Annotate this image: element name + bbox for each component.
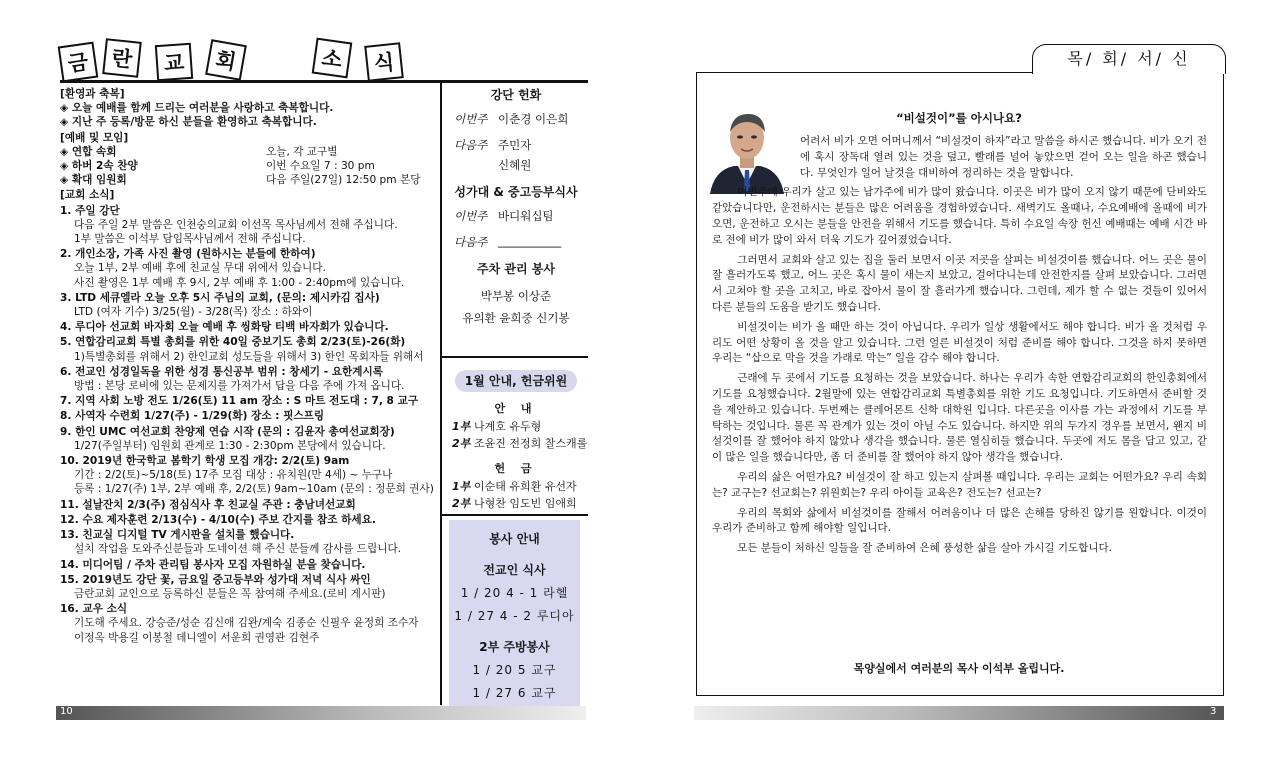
footer-bar xyxy=(56,706,586,720)
welcome-heading: [환영과 축복] xyxy=(60,88,125,100)
guide-row xyxy=(444,435,588,452)
news-item-heading: 11. 설날잔치 2/3(주) 점심식사 후 친교실 주관 : 충남녀선교회 xyxy=(60,498,356,511)
news-item-detail: 설치 작업을 도와주신분들과 도네이션 해 주신 분들께 감사를 드립니다. xyxy=(74,543,402,556)
letter-paragraph: 우리의 삶은 어떤가요? 비설것이 잘 하고 있는지 살펴볼 때입니다. 우리는 교회는 어떤가요? 우리 속회는? 교구는? 선교회는? 위원회는? 우리 아이들 교육은? 전도는? 선교는? xyxy=(712,470,1207,499)
service-label: 2부 xyxy=(452,497,471,510)
usher-block xyxy=(444,362,588,512)
footer-bar xyxy=(694,706,1224,720)
offering-row xyxy=(444,478,588,495)
service-title: 봉사 안내 xyxy=(489,532,540,546)
title-tile-5: 소 xyxy=(312,38,353,79)
news-item-heading: 4. 루디아 선교회 바자회 오늘 예배 후 씽화탕 티백 바자회가 있습니다. xyxy=(60,321,389,334)
parking-title: 주차 관리 봉사 xyxy=(477,262,555,276)
news-item xyxy=(60,558,438,572)
worship-row xyxy=(60,145,438,159)
choir-title: 성가대 & 중고등부식사 xyxy=(454,185,578,199)
news-item-heading: 13. 친교실 디지털 TV 게시판을 설치를 했습니다. xyxy=(60,529,295,542)
service-label: 1부 xyxy=(452,420,471,433)
news-item-detail: 방법 : 본당 로비에 있는 문제지를 가져가서 답을 다음 주에 가져 옵니다. xyxy=(74,380,405,393)
news-item-heading: 6. 전교인 성경일독을 위한 성경 통신공부 범위 : 창세기 - 요한계시록 xyxy=(60,365,383,378)
kitchen-line: 1 / 27 6 교구 xyxy=(472,686,557,700)
choir-row xyxy=(444,208,588,224)
letter-title: “비설것이”를 아시나요? xyxy=(896,111,1022,125)
altar-value: 신혜원 xyxy=(498,158,532,172)
letter-paragraph: 비설것이는 비가 올 때만 하는 것이 아닙니다. 우리가 일상 생활에서도 해야 합니다. 비가 올 것처럼 우리도 어떤 상황이 올 것을 알고 있습니다. 그런 얼른 비설것이 처럼 준비를 해야 합니다. 그것을 하지 못하면 우리는 “삽으로 막을 것을 가래로 막는” 일을 감수 해야 합니다. xyxy=(712,320,1207,365)
letter-paragraph: 이번주에 우리가 살고 있는 남가주에 비가 많이 왔습니다. 이곳은 비가 많이 오지 않기 때문에 단비와도 같았습니다만, 운전하시는 분들은 많은 어려움을 경험하였습니다. 새벽기도 올때나, 수요예배에 올때에 비가 오면, 운전하고 오시는 분들을 안전을 위해서 기도를 했습니다. 특히 수요일 속장 헌신 예배때는 예배 시간 바로 전에 비가 많이 와서 더욱 기도가 깊어졌었습니다. xyxy=(712,186,1207,246)
news-item-heading: 15. 2019년도 강단 꽃, 금요일 중고등부와 성가대 저녁 식사 싸인 xyxy=(60,573,371,586)
news-item xyxy=(60,513,438,527)
title-tile-6: 식 xyxy=(364,42,404,82)
news-item-heading: 3. LTD 세큐엘라 오늘 오후 5시 주님의 교회, (문의: 제시카김 집사) xyxy=(60,291,380,304)
altar-row xyxy=(444,111,588,127)
news-item-detail: 기간 : 2/2(토)~5/18(토) 17주 모집 대상 : 유치원(만 4세) ~ 누구나 xyxy=(74,469,393,482)
news-item-heading: 16. 교우 소식 xyxy=(60,603,128,616)
offering-row xyxy=(444,495,588,512)
letter-body xyxy=(712,134,1207,561)
news-item-heading: 1. 주일 강단 xyxy=(60,204,120,217)
news-item-heading: 2. 개인소장, 가족 사진 촬영 (원하시는 분들에 한하여) xyxy=(60,248,316,261)
parking-line: 박부봉 이상준 xyxy=(480,289,552,303)
church-news-list xyxy=(60,204,438,645)
news-item-detail: 기도해 주세요. 강승준/성순 김신애 김완/계숙 김종순 신필우 윤정희 조수자 xyxy=(74,617,419,630)
title-tile-2: 란 xyxy=(102,38,142,78)
choir-value: ___________ xyxy=(498,234,562,248)
parking-line: 유의환 윤희중 신기봉 xyxy=(462,311,570,325)
news-item xyxy=(60,365,438,393)
news-item xyxy=(60,291,438,319)
service-label: 2부 xyxy=(452,437,471,450)
guide-row xyxy=(444,418,588,435)
page-number: 10 xyxy=(60,706,73,717)
news-item-heading: 5. 연합감리교회 특별 총회를 위한 40일 중보기도 총회 2/23(토)-26(화) xyxy=(60,336,406,349)
column-divider xyxy=(440,83,442,705)
choir-value: 바디워십팀 xyxy=(498,209,554,223)
letter-paragraph: 우리의 목회와 삶에서 비설것이를 잘해서 어려움이나 더 많은 손해를 당하진 않기를 원합니다. 이것이 우리가 준비하고 함께 해야할 일입니다. xyxy=(712,506,1207,535)
welcome-line: ◈ 오늘 예배를 함께 드리는 여러분을 사랑하고 축복합니다. xyxy=(60,102,334,115)
worship-heading: [예배 및 모임] xyxy=(60,131,129,144)
side-divider xyxy=(442,514,588,516)
news-item xyxy=(60,573,438,601)
meal-title: 전교인 식사 xyxy=(483,563,546,577)
choir-label: 다음주 xyxy=(454,235,488,249)
kitchen-title: 2부 주방봉사 xyxy=(479,640,550,654)
meal-line: 1 / 20 4 - 1 라헬 xyxy=(460,586,569,600)
worship-name: ◈ 확대 임원회 xyxy=(60,174,127,187)
title-tile-3: 교 xyxy=(155,43,193,81)
altar-label xyxy=(444,157,498,173)
worship-row xyxy=(60,173,438,187)
letter-paragraph: 그러면서 교회와 살고 있는 집을 둘러 보면서 이곳 저곳을 살피는 비설것이를 했습니다. 어느 곳은 물이 잘 흘러가도록 했고, 어느 곳은 혹시 물이 새는지 보았고, 걸어다니는데 안전한지를 살펴 보았습니다. 그러면서 고쳐야 할 곳을 고치고, 바로 잡아서 물이 잘 흘러가게 했습니다. 그런데, 제가 할 수 없는 것들이 있어서 다른 분들의 도움을 받기도 했습니다. xyxy=(712,253,1207,313)
altar-row xyxy=(444,137,588,153)
news-item-heading: 14. 미디어팀 / 주차 관리팀 봉사자 모집 자원하실 분을 찾습니다. xyxy=(60,558,366,571)
service-box xyxy=(449,520,580,708)
usher-pill: 1월 안내, 헌금위원 xyxy=(455,370,577,392)
guide-title: 안 내 xyxy=(494,402,538,415)
side-divider xyxy=(442,356,588,358)
choir-label: 이번주 xyxy=(454,209,488,223)
kitchen-line: 1 / 20 5 교구 xyxy=(472,663,557,677)
worship-time: 이번 수요일 7 : 30 pm xyxy=(266,160,375,173)
news-item xyxy=(60,409,438,423)
pastor-letter-tab: 목/ 회/ 서/ 신 xyxy=(1032,44,1226,74)
news-item-heading: 7. 지역 사회 노방 전도 1/26(토) 11 am 장소 : S 마트 전도대 : 7, 8 교구 xyxy=(60,395,419,408)
guide-names: 조윤진 전정희 찰스캐롤 xyxy=(474,437,588,450)
offering-names: 나형찬 임도빈 임애희 xyxy=(474,497,577,510)
news-item xyxy=(60,394,438,408)
news-item-heading: 8. 사역자 수련회 1/27(주) - 1/29(화) 장소 : 핏스프링 xyxy=(60,410,325,423)
letter-intro: 어려서 비가 오면 어머니께서 “비설것이 하자”라고 말씀을 하시곤 했습니다. 비가 오기 전에 혹시 장독대 열려 있는 것을 덮고, 빨래를 널어 놓았으면 걷어 오는 일을 하곤 했습니다. 무엇인가 일어 날것을 대비하여 정리하는 것을 말합니다. xyxy=(800,135,1207,179)
worship-time: 오늘, 각 교구별 xyxy=(266,145,338,158)
news-item-detail: 오늘 1부, 2부 예배 후에 친교실 무대 위에서 있습니다. xyxy=(74,262,326,275)
news-item-detail: 등록 : 1/27(주) 1부, 2부 예배 후, 2/2(토) 9am~10am (문의 : 정문희 권사) xyxy=(74,483,434,496)
news-item xyxy=(60,320,438,334)
letter-signature: 목양실에서 여러분의 목사 이석부 올립니다. xyxy=(853,662,1065,675)
letter-paragraph: 근래에 두 곳에서 기도를 요청하는 것을 보았습니다. 하나는 우리가 속한 연합감리교회의 한인총회에서 기도를 요청했습니다. 2월말에 있는 연합감리교회 특별총회를 위한 기도 요청입니다. 기도하면서 준비할 것을 제안하고 있습니다. 두번째는 클레어몬트 신학 대학원 입니다. 다른곳을 이사를 가는 과정에서 기도를 부탁하는 것입니다. 물론 꼭 관계가 있는 것이 아닐 수도 있습니다. 하지만 위의 두가지 경우를 보면서, 왠지 비설것이를 잘 했어야 하지 않았나 생각을 했습니다. 물론 열심히들 했습니다. 두곳에 저도 몸을 담고 있고, 같이 많은 일을 했습니다만, 좀 더 준비를 잘 했어야 하지 않아 생각을 했습니다. xyxy=(712,372,1207,464)
news-item xyxy=(60,425,438,453)
news-item-detail: LTD (여자 기수) 3/25(월) - 3/28(목) 장소 : 하와이 xyxy=(74,306,313,319)
news-item xyxy=(60,498,438,512)
guide-names: 나계호 유두형 xyxy=(474,420,542,433)
altar-row xyxy=(444,157,588,173)
altar-label: 이번주 xyxy=(454,112,488,126)
offering-title: 헌 금 xyxy=(494,462,538,475)
notice-column xyxy=(60,86,438,645)
news-item-detail: 금란교회 교인으로 등록하신 분들은 꼭 참여해 주세요.(로비 게시판) xyxy=(74,587,386,600)
news-item-detail: 이정옥 박용길 이봉철 데니엘이 서운희 권영관 김현주 xyxy=(74,631,320,644)
worship-time: 다음 주일(27일) 12:50 pm 본당 xyxy=(266,174,421,187)
news-item-heading: 12. 수요 제자훈련 2/13(수) - 4/10(수) 주보 간지를 참조 하세요. xyxy=(60,513,376,526)
service-label: 1부 xyxy=(452,480,471,493)
news-item xyxy=(60,454,438,497)
letter-paragraphs xyxy=(712,185,1207,557)
side-column xyxy=(444,80,588,329)
page-number: 3 xyxy=(1210,706,1217,717)
title-tile-4: 회 xyxy=(205,39,247,81)
news-item-heading: 10. 2019년 한국학교 봄학기 학생 모집 개강: 2/2(토) 9am xyxy=(60,455,350,468)
news-item-detail: 1/27(주일부터) 임원회 관계로 1:30 - 2:30pm 본당에서 있습니다. xyxy=(74,439,386,452)
worship-name: ◈ 연합 속회 xyxy=(60,145,117,158)
title-tile-1: 금 xyxy=(58,42,99,83)
altar-label: 다음주 xyxy=(454,138,488,152)
news-item xyxy=(60,335,438,363)
meal-line: 1 / 27 4 - 2 루디아 xyxy=(454,609,575,623)
altar-title: 강단 헌화 xyxy=(490,88,542,102)
news-item-detail: 다음 주일 2부 말씀은 인천숭의교회 이선목 목사님께서 전해 주십니다. xyxy=(74,218,398,231)
news-item xyxy=(60,204,438,247)
news-item xyxy=(60,602,438,645)
news-item xyxy=(60,247,438,290)
welcome-line: ◈ 지난 주 등록/방문 하신 분들을 환영하고 축복합니다. xyxy=(60,116,317,129)
news-item-detail: 1부 말씀은 이석부 담임목사님께서 전해 주십니다. xyxy=(74,233,306,246)
news-item-detail: 1)특별총회를 위해서 2) 한인교회 성도들을 위해서 3) 한인 목회자들 위해서 xyxy=(74,350,424,363)
news-item-heading: 9. 한인 UMC 여선교회 찬양제 연습 시작 (문의 : 김윤자 총여선교회장) xyxy=(60,425,395,438)
offering-names: 이순태 유희환 유선자 xyxy=(474,480,577,493)
church-news-heading: [교회 소식] xyxy=(60,189,115,202)
choir-row xyxy=(444,234,588,250)
worship-name: ◈ 하버 2속 찬양 xyxy=(60,160,138,173)
letter-paragraph: 모든 분들이 처하신 일들을 잘 준비하여 은혜 풍성한 삶을 살아 가시길 기도합니다. xyxy=(737,542,1112,555)
altar-value: 이춘경 이은희 xyxy=(498,112,569,126)
worship-row xyxy=(60,159,438,173)
news-item xyxy=(60,528,438,556)
altar-value: 주민자 xyxy=(498,138,532,152)
right-page xyxy=(640,0,1280,777)
news-item-detail: 사진 촬영은 1부 예배 후 9시, 2부 예배 후 1:00 - 2:40pm에 있습니다. xyxy=(74,276,405,289)
